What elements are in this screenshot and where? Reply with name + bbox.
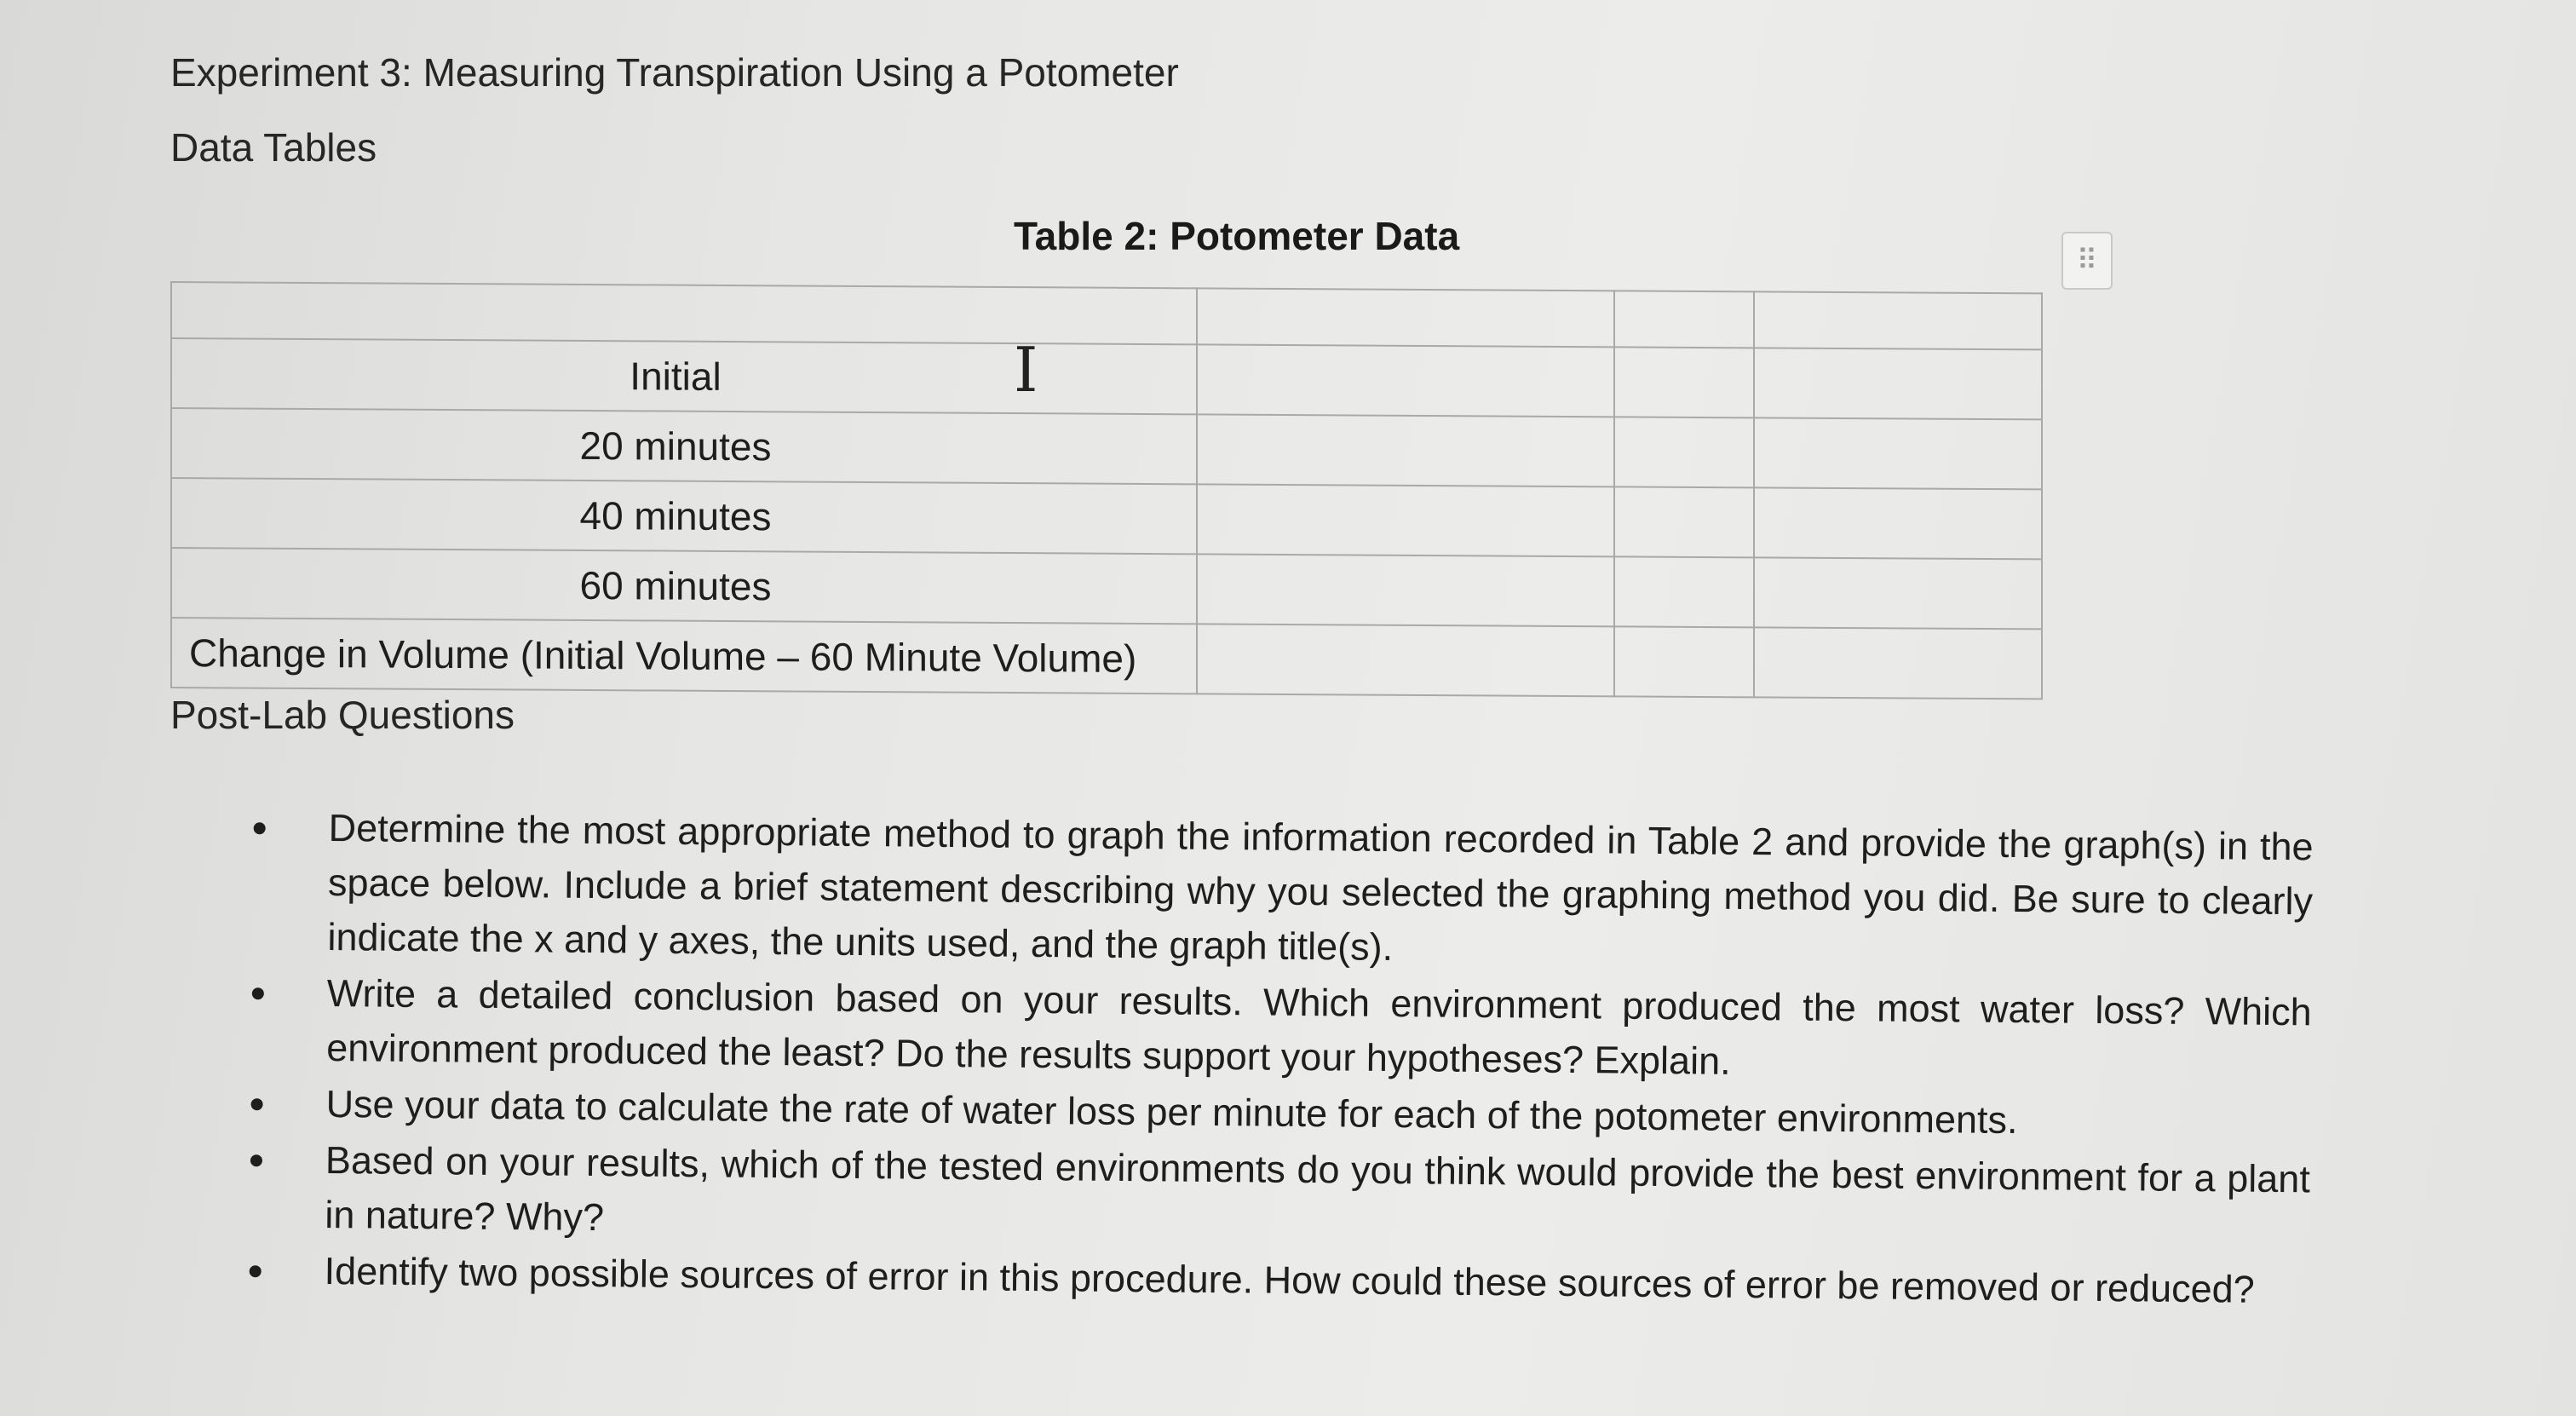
table-cell[interactable]	[1614, 556, 1754, 627]
row-label-40-minutes[interactable]: 40 minutes	[171, 478, 1197, 554]
table-row	[171, 548, 2042, 629]
row-label-change-in-volume[interactable]: Change in Volume (Initial Volume – 60 Minute Volume)	[171, 618, 1197, 694]
post-lab-heading: Post-Lab Questions	[170, 693, 515, 737]
list-item[interactable]	[325, 1133, 2310, 1261]
table-cell[interactable]	[1614, 486, 1754, 557]
table-cell[interactable]	[1197, 554, 1614, 626]
table-cell[interactable]	[1197, 484, 1614, 556]
bullet-icon	[250, 1265, 262, 1277]
bullet-icon	[254, 822, 266, 834]
bullet-icon	[252, 987, 264, 999]
post-lab-question-list	[324, 801, 2314, 1319]
table-cell[interactable]	[1754, 487, 2042, 559]
table-row	[171, 478, 2042, 559]
table-caption: Table 2: Potometer Data	[1014, 214, 1460, 258]
bullet-icon	[250, 1154, 262, 1166]
potometer-data-table	[170, 281, 2043, 699]
row-label-initial[interactable]: Initial	[171, 338, 1197, 414]
question-text: Identify two possible sources of error in this procedure. How could these sources of error be removed or reduced?	[324, 1248, 2255, 1311]
table-cell[interactable]	[1614, 347, 1754, 417]
row-label-20-minutes[interactable]: 20 minutes	[171, 408, 1197, 484]
table-cell[interactable]	[1754, 291, 2042, 349]
table-cell[interactable]	[1614, 417, 1754, 487]
question-text: Based on your results, which of the tested environments do you think would provide the best environment for a plant in nature? Why?	[325, 1137, 2311, 1240]
table-cell[interactable]	[1754, 417, 2042, 489]
list-item[interactable]	[327, 801, 2314, 983]
row-label-60-minutes[interactable]: 60 minutes	[171, 548, 1197, 624]
table-cell[interactable]	[1197, 624, 1614, 696]
table-cell[interactable]	[1614, 626, 1754, 697]
question-text: Use your data to calculate the rate of water loss per minute for each of the potometer environments.	[325, 1081, 2018, 1143]
text-cursor-icon: I	[1014, 334, 1038, 406]
table-row	[171, 408, 2042, 489]
document-title: Experiment 3: Measuring Transpiration Using a Potometer	[170, 50, 1179, 95]
bullet-icon	[251, 1098, 263, 1110]
question-text: Write a detailed conclusion based on your results. Which environment produced the most water loss? Which environment produced the least? Do the results support your hypotheses? Explain.	[325, 970, 2312, 1083]
table-cell[interactable]	[1197, 414, 1614, 486]
table-cell[interactable]	[1754, 348, 2042, 419]
table-row	[171, 618, 2042, 699]
table-cell[interactable]	[1197, 288, 1614, 347]
section-heading-data-tables: Data Tables	[170, 125, 377, 170]
list-item[interactable]	[326, 966, 2312, 1094]
table-cell[interactable]	[171, 282, 1197, 344]
table-row	[171, 338, 2042, 419]
table-cell[interactable]	[1614, 291, 1754, 348]
table-cell[interactable]	[1197, 344, 1614, 417]
table-move-handle-icon[interactable]: ⠿	[2061, 232, 2113, 290]
table-cell[interactable]	[1754, 627, 2042, 699]
table-cell[interactable]	[1754, 557, 2042, 629]
question-text: Determine the most appropriate method to graph the information recorded in Table 2 and provide the graph(s) in the space below. Include a brief statement describing why you selected the graphing method you did. Be sure to clearly indicate the x and y axes, the units used, and the graph title(s).	[327, 805, 2314, 969]
